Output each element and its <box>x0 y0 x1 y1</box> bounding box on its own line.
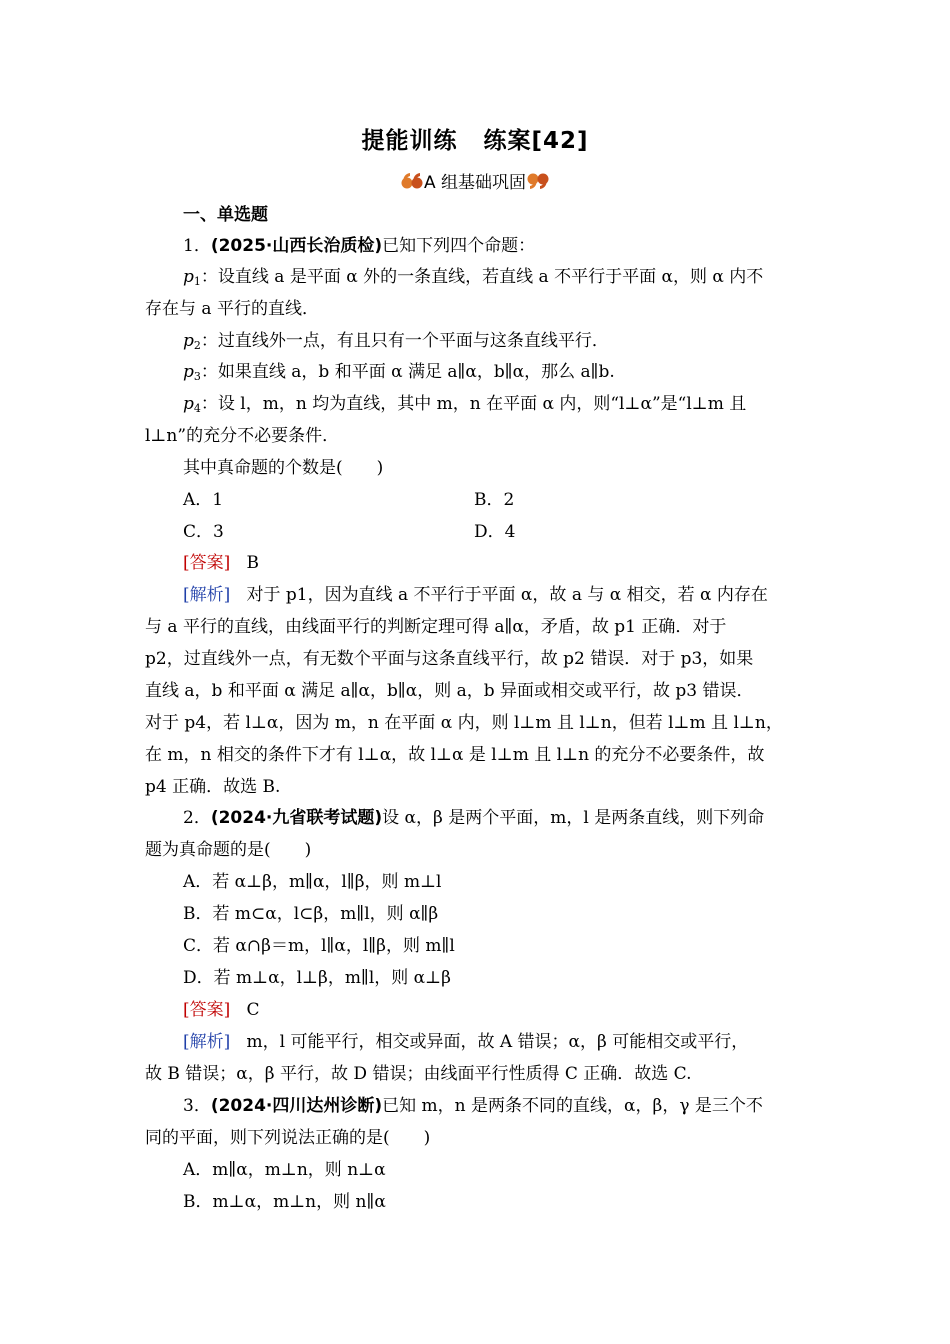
p2-text: ：过直线外一点，有且只有一个平面与这条直线平行． <box>200 331 609 351</box>
title-part2: 练案[42] <box>483 128 589 154</box>
q1-options-row1 <box>183 489 843 511</box>
q1-stem <box>183 235 843 257</box>
group-label: A 组基础巩固 <box>423 173 527 193</box>
q1-answer-tag: [答案] <box>183 553 231 573</box>
q3-option-b[interactable]: B．m⊥α，m⊥n，则 n∥α <box>183 1192 386 1212</box>
p1-sub: 1 <box>193 275 201 288</box>
q2-stem-line2: 题为真命题的是( ) <box>145 840 312 860</box>
q2-source: (2024·九省联考试题) <box>210 808 383 828</box>
q1-analysis-line1 <box>183 584 843 606</box>
q1-analysis-line7: p4 正确．故选 B. <box>145 777 281 797</box>
p2-label: p <box>183 331 194 351</box>
q1-option-a[interactable]: A．1 <box>183 490 224 510</box>
q2-option-d[interactable]: D．若 m⊥α，l⊥β，m∥l，则 α⊥β <box>183 968 451 988</box>
section-heading: 一、单选题 <box>183 205 268 225</box>
q1-stem-text: 已知下列四个命题： <box>382 236 536 256</box>
q1-option-c[interactable]: C．3 <box>183 522 224 542</box>
q1-p1-line1 <box>183 266 843 288</box>
q2-analysis-text-1: m，l 可能平行，相交或异面，故 A 错误；α，β 可能相交或平行， <box>246 1032 749 1052</box>
q1-p1-line2: 存在与 a 平行的直线． <box>145 299 319 319</box>
q3-stem-line2: 同的平面，则下列说法正确的是( ) <box>145 1128 431 1148</box>
q3-number: 3． <box>183 1096 211 1116</box>
q1-number: 1． <box>183 236 211 256</box>
q2-answer-value: C <box>246 1000 260 1020</box>
p4-label: p <box>183 394 194 414</box>
q1-option-d[interactable]: D．4 <box>474 522 516 542</box>
q3-source: (2024·四川达州诊断) <box>210 1096 383 1116</box>
p3-sub: 3 <box>193 370 201 383</box>
q1-analysis-line5: 对于 p4，若 l⊥α，因为 m，n 在平面 α 内，则 l⊥m 且 l⊥n，但若 l⊥m 且 l⊥n， <box>145 713 783 733</box>
p1-text: ：设直线 a 是平面 α 外的一条直线，若直线 a 不平行于平面 α，则 α 内不 <box>200 267 764 287</box>
q2-stem-text: 设 α，β 是两个平面，m，l 是两条直线，则下列命 <box>382 808 765 828</box>
q2-number: 2． <box>183 808 211 828</box>
q3-stem-text: 已知 m，n 是两条不同的直线，α，β，γ 是三个不 <box>382 1096 763 1116</box>
title-part1: 提能训练 <box>361 128 458 154</box>
p4-text: ：设 l，m，n 均为直线，其中 m，n 在平面 α 内，则“l⊥α”是“l⊥m 且 <box>200 394 747 414</box>
q2-analysis-tag: [解析] <box>183 1032 231 1052</box>
q2-answer-tag: [答案] <box>183 1000 231 1020</box>
q3-stem-line1 <box>183 1095 843 1117</box>
q1-analysis-line4: 直线 a，b 和平面 α 满足 a∥α，b∥α，则 a，b 异面或相交或平行，故 p3 错误． <box>145 681 754 701</box>
q1-p2 <box>183 330 843 352</box>
q1-analysis-text-1: 对于 p1，因为直线 a 不平行于平面 α，故 a 与 α 相交，若 α 内存在 <box>246 585 768 605</box>
q2-option-a[interactable]: A．若 α⊥β，m∥α，l∥β，则 m⊥l <box>183 872 442 892</box>
quote-close-icon <box>526 170 550 192</box>
q1-options-row2 <box>183 521 843 543</box>
q2-analysis-line2: 故 B 错误；α，β 平行，故 D 错误；由线面平行性质得 C 正确．故选 C. <box>145 1064 692 1084</box>
p3-text: ：如果直线 a，b 和平面 α 满足 a∥α，b∥α，那么 a∥b. <box>200 362 615 382</box>
q1-option-b[interactable]: B．2 <box>474 490 515 510</box>
group-badge <box>0 168 950 193</box>
p2-sub: 2 <box>193 339 201 352</box>
q2-stem-line1 <box>183 807 843 829</box>
q1-answer-value: B <box>246 553 259 573</box>
q3-option-a[interactable]: A．m∥α，m⊥n，则 n⊥α <box>183 1160 386 1180</box>
q1-p4-line2: l⊥n”的充分不必要条件． <box>145 426 340 446</box>
q1-source: (2025·山西长治质检) <box>210 236 383 256</box>
q1-answer <box>183 552 843 574</box>
p3-label: p <box>183 362 194 382</box>
p4-sub: 4 <box>193 402 201 415</box>
q2-option-b[interactable]: B．若 m⊂α，l⊂β，m∥l，则 α∥β <box>183 904 439 924</box>
page-title <box>0 122 950 155</box>
p1-label: p <box>183 267 194 287</box>
q1-p4-line1 <box>183 393 843 415</box>
q1-analysis-line3: p2，过直线外一点，有无数个平面与这条直线平行，故 p2 错误．对于 p3，如果 <box>145 649 754 669</box>
q1-analysis-tag: [解析] <box>183 585 231 605</box>
q2-analysis-line1 <box>183 1031 843 1053</box>
q1-ask: 其中真命题的个数是( ) <box>183 458 384 478</box>
q1-p3 <box>183 361 843 383</box>
q2-option-c[interactable]: C．若 α∩β＝m，l∥α，l∥β，则 m∥l <box>183 936 455 956</box>
quote-open-icon <box>400 170 424 192</box>
q2-answer <box>183 999 843 1021</box>
q1-analysis-line2: 与 a 平行的直线，由线面平行的判断定理可得 a∥α，矛盾，故 p1 正确．对于 <box>145 617 727 637</box>
q1-analysis-line6: 在 m，n 相交的条件下才有 l⊥α，故 l⊥α 是 l⊥m 且 l⊥n 的充分不必要条件，故 <box>145 745 765 765</box>
